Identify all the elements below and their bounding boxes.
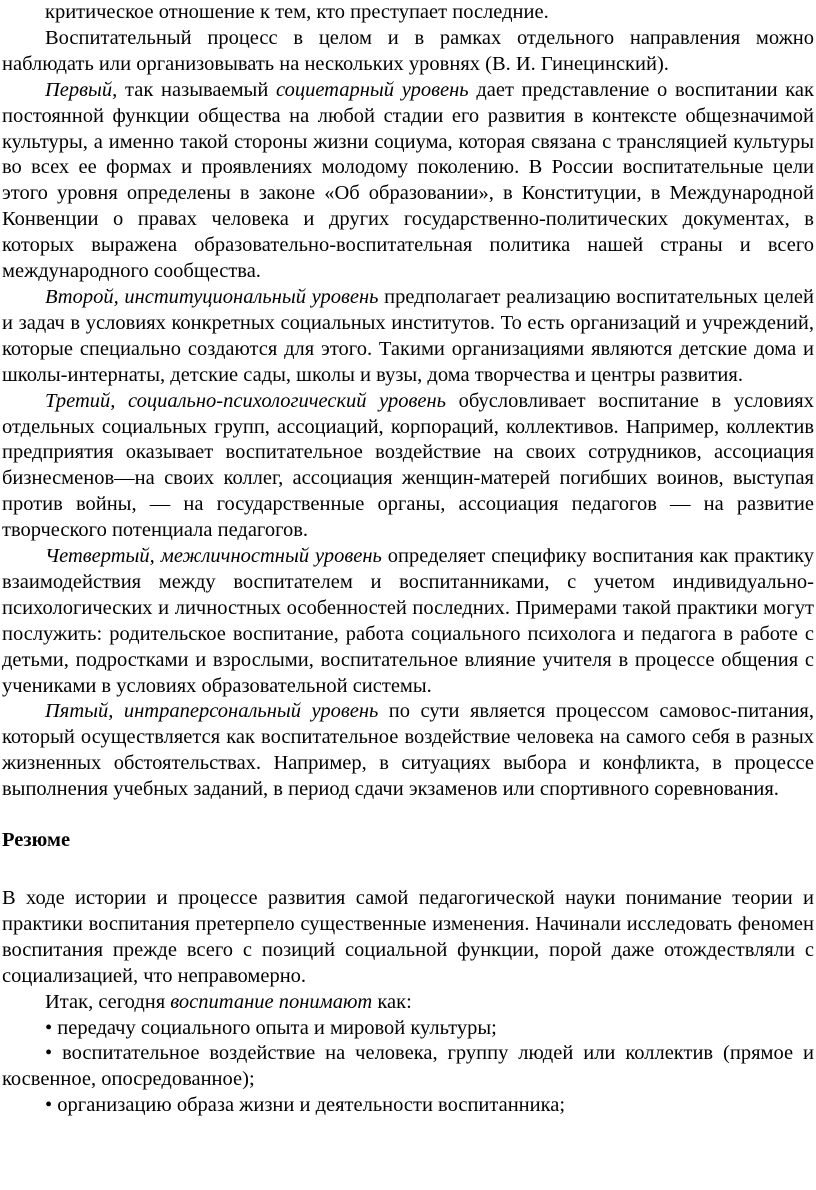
paragraph-level-third [2, 389, 814, 544]
summary-bullet-3: • организацию образа жизни и деятельности воспитанника; [45, 1094, 566, 1117]
summary-bullet-1: • передачу социального опыта и мировой культуры; [45, 1016, 497, 1039]
level-first-text-b: дает представление о воспитании как постоянной функции общества на любой стадии его развития в контексте общезначимой культуры, а именно такой стороны жизни социума, которая связана с трансляцией культуры во всех ее формах и проявлениях молодому поколению. В России воспитательные цели этого уровня определены в законе «Об образовании», в Конституции, в Международной Конвенции о правах человека и других государственно-политических документах, в которых выражена образовательно-воспитательная политика нашей страны и всего международного сообщества. [2, 78, 814, 283]
paragraph-level-first [2, 78, 814, 285]
summary-intro: В ходе истории и процессе развития самой педагогической науки понимание теории и практики воспитания претерпело существенные изменения. Начинали исследовать феномен воспитания прежде всего с позиций социальной функции, порой даже отождествляли с социализацией, что неправомерно. [2, 887, 814, 987]
summary-lead-tail: как: [372, 990, 412, 1013]
level-third-text: обусловливает воспитание в условиях отдельных социальных групп, ассоциаций, корпораций, коллективов. Например, коллектив предприятия оказывает воспитательное воздействие на своих сотрудников, ассоциация бизнесменов—на своих коллег, ассоциация женщин-матерей погибших воинов, выступая против войны, — на государственные органы, ассоциация педагогов — на развитие творческого потенциала педагогов. [2, 389, 814, 542]
level-second-term: Второй, институциональный уровень [45, 285, 379, 308]
level-fifth-term: Пятый, интраперсональный уровень [45, 700, 379, 723]
summary-bullet-2: • воспитательное воздействие на человека, группу людей или коллектив (прямое и косвенное, опосредованное); [2, 1042, 814, 1091]
level-first-label: Первый, [45, 78, 118, 101]
summary-lead [2, 990, 814, 1016]
level-first-term: социетарный уровень [276, 78, 469, 101]
paragraph-level-fifth [2, 699, 814, 803]
level-fifth-text: по сути является процессом самовос-питания, который осуществляется как воспитательное воздействие человека на самого себя в разных жизненных обстоятельствах. Например, в ситуациях выбора и конфликта, в процессе выполнения учебных заданий, в период сдачи экзаменов или спортивного соревнования. [2, 700, 814, 801]
level-second-text: предполагает реализацию воспитательных целей и задач в условиях конкретных социальных институтов. То есть организаций и учреждений, которые специально создаются для этого. Такими организациями являются детские дома и школы-интернаты, детские сады, школы и вузы, дома творчества и центры развития. [2, 285, 814, 386]
section-heading-summary: Резюме [2, 829, 71, 852]
level-first-text-a: так называемый [117, 78, 277, 101]
paragraph-continuation: критическое отношение к тем, кто преступает последние. [45, 1, 549, 23]
level-fourth-term: Четвертый, межличностный уровень [45, 545, 382, 568]
level-fourth-text: определяет специфику воспитания как практику взаимодействия между воспитателем и воспитанниками, с учетом индивидуально-психологических и личностных особенностей последних. Примерами такой практики могут послужить: родительское воспитание, работа социального психолога и педагога в работе с детьми, подростками и взрослыми, воспитательное влияние учителя в процессе общения с учениками в условиях образовательной системы. [2, 545, 814, 697]
summary-lead-text: Итак, сегодня [45, 990, 171, 1013]
level-third-term: Третий, социально-психологический уровень [45, 389, 447, 412]
summary-lead-term: воспитание понимают [170, 990, 373, 1013]
paragraph-level-fourth [2, 544, 814, 699]
paragraph-levels-intro: Воспитательный процесс в целом и в рамках отдельного направления можно наблюдать или организовывать на нескольких уровнях (В. И. Гинецинский). [2, 26, 814, 75]
paragraph-level-second [2, 285, 814, 389]
